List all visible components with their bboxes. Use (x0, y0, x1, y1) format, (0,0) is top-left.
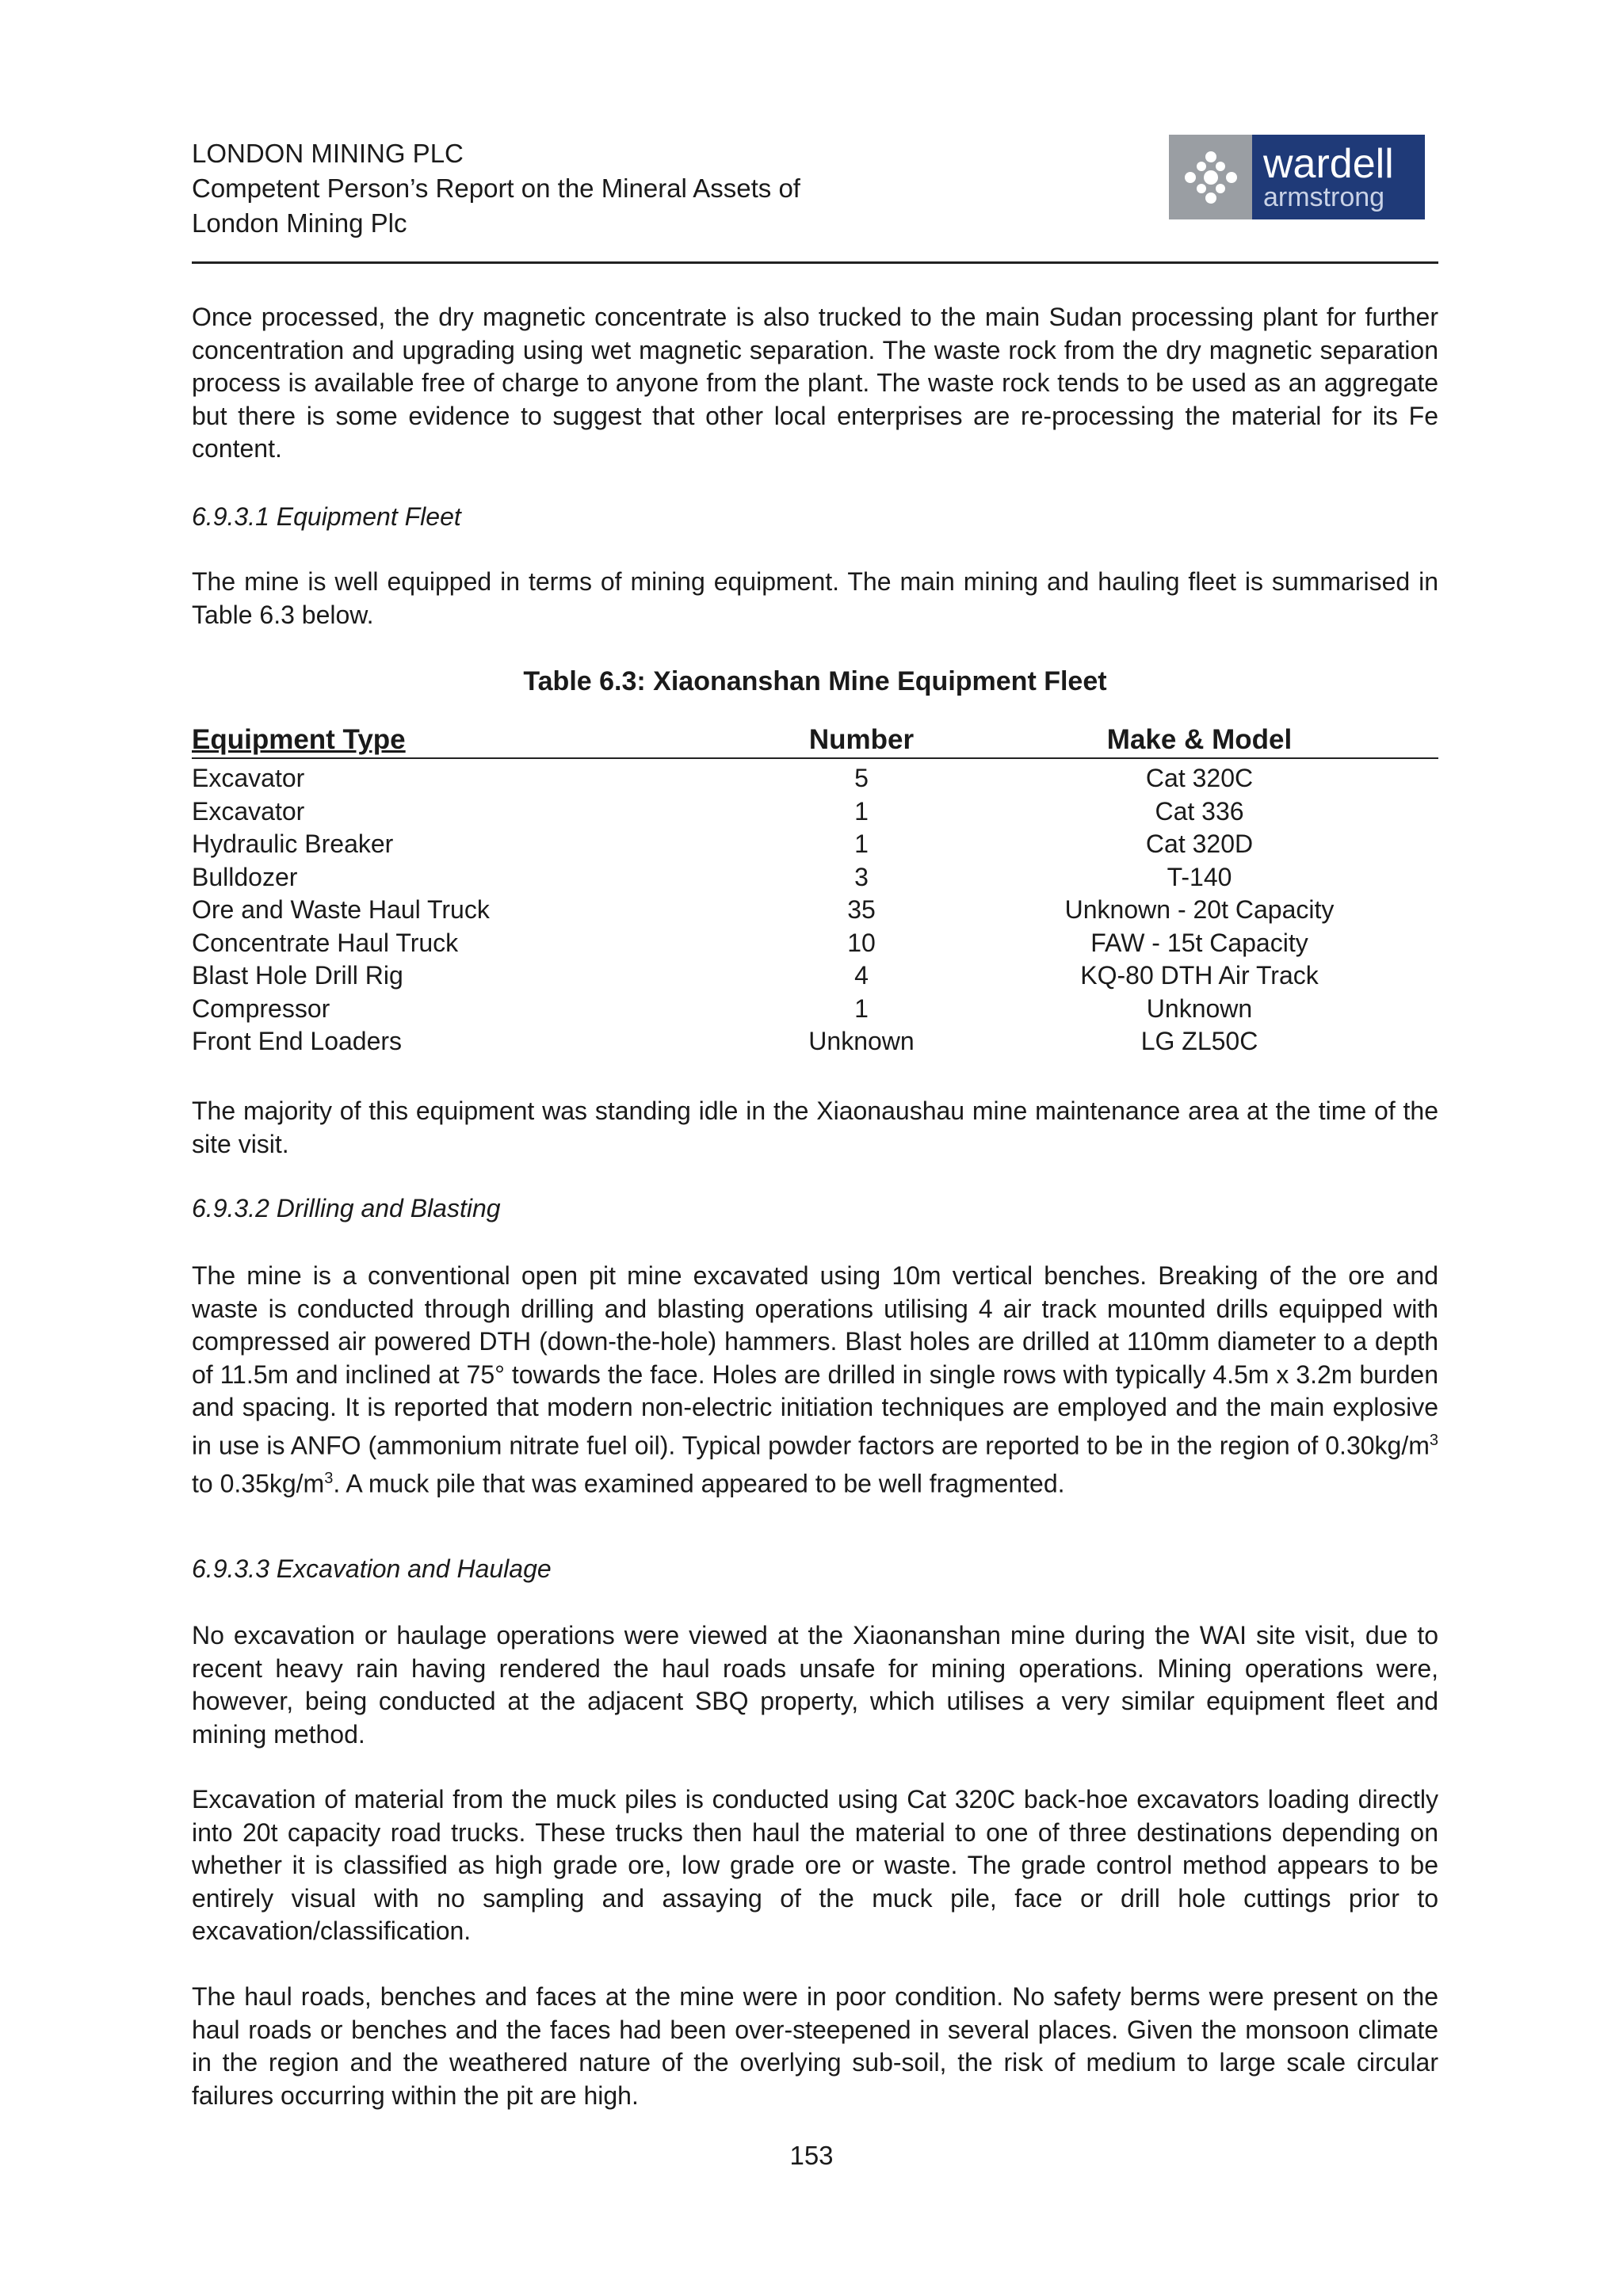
table-row (192, 828, 1438, 861)
column-header-equipment-type: Equipment Type (192, 724, 406, 755)
table-title: Table 6.3: Xiaonanshan Mine Equipment Fleet (523, 666, 1107, 696)
table-header-row (192, 723, 1438, 759)
excavation-paragraph-1: No excavation or haulage operations were viewed at the Xiaonanshan mine during the WAI site visit, due to recent heavy rain having rendered the haul roads unsafe for mining operations. Mining operations were, however, being conducted at the adjacent SBQ property, which utilises a very similar equipment fleet and mining method. (192, 1621, 1438, 1749)
column-header-number: Number (808, 724, 915, 755)
excavation-paragraph-2: Excavation of material from the muck piles is conducted using Cat 320C back-hoe excavators loading directly into 20t capacity road trucks. These trucks then haul the material to one of three destinations depending on whether it is classified as high grade ore, low grade ore or waste. The grade control method appears to be entirely visual with no sampling and assaying of the muck pile, face or drill hole cuttings prior to excavation/classification. (192, 1785, 1438, 1945)
drilling-text-part1: The mine is a conventional open pit mine excavated using 10m vertical benches. Breaking of the ore and waste is conducted through drilling and blasting operations utilising 4 air track mounted drills equipped with compressed air powered DTH (down-the-hole) hammers. Blast holes are drilled at 110mm diameter to a depth of 11.5m and inclined at 75° towards the face. Holes are drilled in single rows with typically 4.5m x 3.2m burden and spacing. It is reported that modern non-electric initiation techniques are employed and the main explosive in use is ANFO (ammonium nitrate fuel oil). Typical powder factors are reported to be in the region of 0.30kg/m (192, 1261, 1438, 1460)
cell-equipment-type: Concentrate Haul Truck (192, 928, 459, 957)
cell-make-model: FAW - 15t Capacity (1090, 928, 1308, 957)
table-row (192, 959, 1438, 993)
section-heading-excavation-haulage: 6.9.3.3 Excavation and Haulage (192, 1554, 552, 1583)
table-row (192, 795, 1438, 829)
cell-equipment-type: Front End Loaders (192, 1027, 403, 1055)
table-row (192, 861, 1438, 894)
table-body (192, 759, 1438, 1058)
cell-number: 1 (854, 796, 869, 826)
cell-number: Unknown (808, 1027, 915, 1055)
cell-equipment-type: Ore and Waste Haul Truck (192, 895, 490, 924)
cell-number: 1 (854, 994, 869, 1023)
diamond-cluster-icon (1179, 146, 1243, 209)
cell-make-model: Cat 320D (1145, 830, 1254, 858)
superscript-cubic: 3 (1429, 1431, 1438, 1449)
superscript-cubic: 3 (324, 1469, 334, 1487)
cell-number: 5 (854, 764, 869, 792)
header-report-subject: London Mining Plc (192, 208, 407, 238)
cell-equipment-type: Excavator (192, 796, 305, 826)
cell-number: 10 (847, 928, 876, 957)
drilling-blasting-paragraph (192, 1260, 1438, 1501)
cell-number: 3 (854, 862, 869, 891)
cell-equipment-type: Hydraulic Breaker (192, 830, 394, 858)
cell-make-model: T-140 (1167, 862, 1232, 891)
excavation-paragraph-3: The haul roads, benches and faces at the mine were in poor condition. No safety berms were present on the haul roads or benches and the faces had been over-steepened in several places. Given the monsoon climate in the region and the weathered nature of the overlying sub-soil, the risk of medium to large scale circular failures occurring within the pit are high. (192, 1982, 1438, 2110)
cell-number: 1 (854, 830, 869, 858)
cell-equipment-type: Bulldozer (192, 862, 298, 891)
table-row (192, 1025, 1438, 1058)
table-row (192, 762, 1438, 795)
logo-mark-icon (1169, 135, 1252, 219)
cell-make-model: Unknown - 20t Capacity (1064, 895, 1335, 924)
cell-make-model: Unknown (1146, 994, 1253, 1023)
page-number: 153 (789, 2141, 834, 2170)
drilling-text-part2: to 0.35kg/m (192, 1469, 325, 1498)
equipment-fleet-table (192, 723, 1438, 1058)
header-company: LONDON MINING PLC (192, 139, 464, 168)
header-divider (192, 261, 1438, 264)
drilling-text-part3: . A muck pile that was examined appeared to be well fragmented. (333, 1469, 1065, 1498)
header-report-title: Competent Person’s Report on the Mineral Assets of (192, 174, 800, 203)
cell-make-model: Cat 320C (1145, 764, 1254, 792)
cell-make-model: LG ZL50C (1140, 1027, 1258, 1055)
cell-number: 4 (854, 961, 869, 990)
table-row (192, 894, 1438, 927)
table-row (192, 993, 1438, 1026)
section-heading-drilling-blasting: 6.9.3.2 Drilling and Blasting (192, 1194, 501, 1222)
cell-equipment-type: Compressor (192, 994, 330, 1023)
wardell-armstrong-logo (1169, 135, 1425, 219)
cell-equipment-type: Blast Hole Drill Rig (192, 961, 403, 990)
intro-paragraph: Once processed, the dry magnetic concentrate is also trucked to the main Sudan processing plant for further concentration and upgrading using wet magnetic separation. The waste rock from the dry magnetic separation process is available free of charge to anyone from the plant. The waste rock tends to be used as an aggregate but there is some evidence to suggest that other local enterprises are re-processing the material for its Fe content. (192, 303, 1438, 463)
cell-number: 35 (847, 895, 876, 924)
cell-make-model: KQ-80 DTH Air Track (1080, 961, 1319, 990)
logo-wordmark (1252, 135, 1425, 219)
logo-word-armstrong: armstrong (1263, 181, 1385, 212)
cell-equipment-type: Excavator (192, 764, 305, 792)
logo-word-wardell: wardell (1263, 140, 1394, 187)
equipment-fleet-paragraph: The mine is well equipped in terms of mining equipment. The main mining and hauling fleet is summarised in Table 6.3 below. (192, 567, 1438, 629)
table-row (192, 927, 1438, 960)
after-table-paragraph: The majority of this equipment was standing idle in the Xiaonaushau mine maintenance area at the time of the site visit. (192, 1097, 1438, 1158)
cell-make-model: Cat 336 (1155, 796, 1244, 826)
section-heading-equipment-fleet: 6.9.3.1 Equipment Fleet (192, 502, 461, 531)
column-header-make-model: Make & Model (1106, 724, 1293, 755)
